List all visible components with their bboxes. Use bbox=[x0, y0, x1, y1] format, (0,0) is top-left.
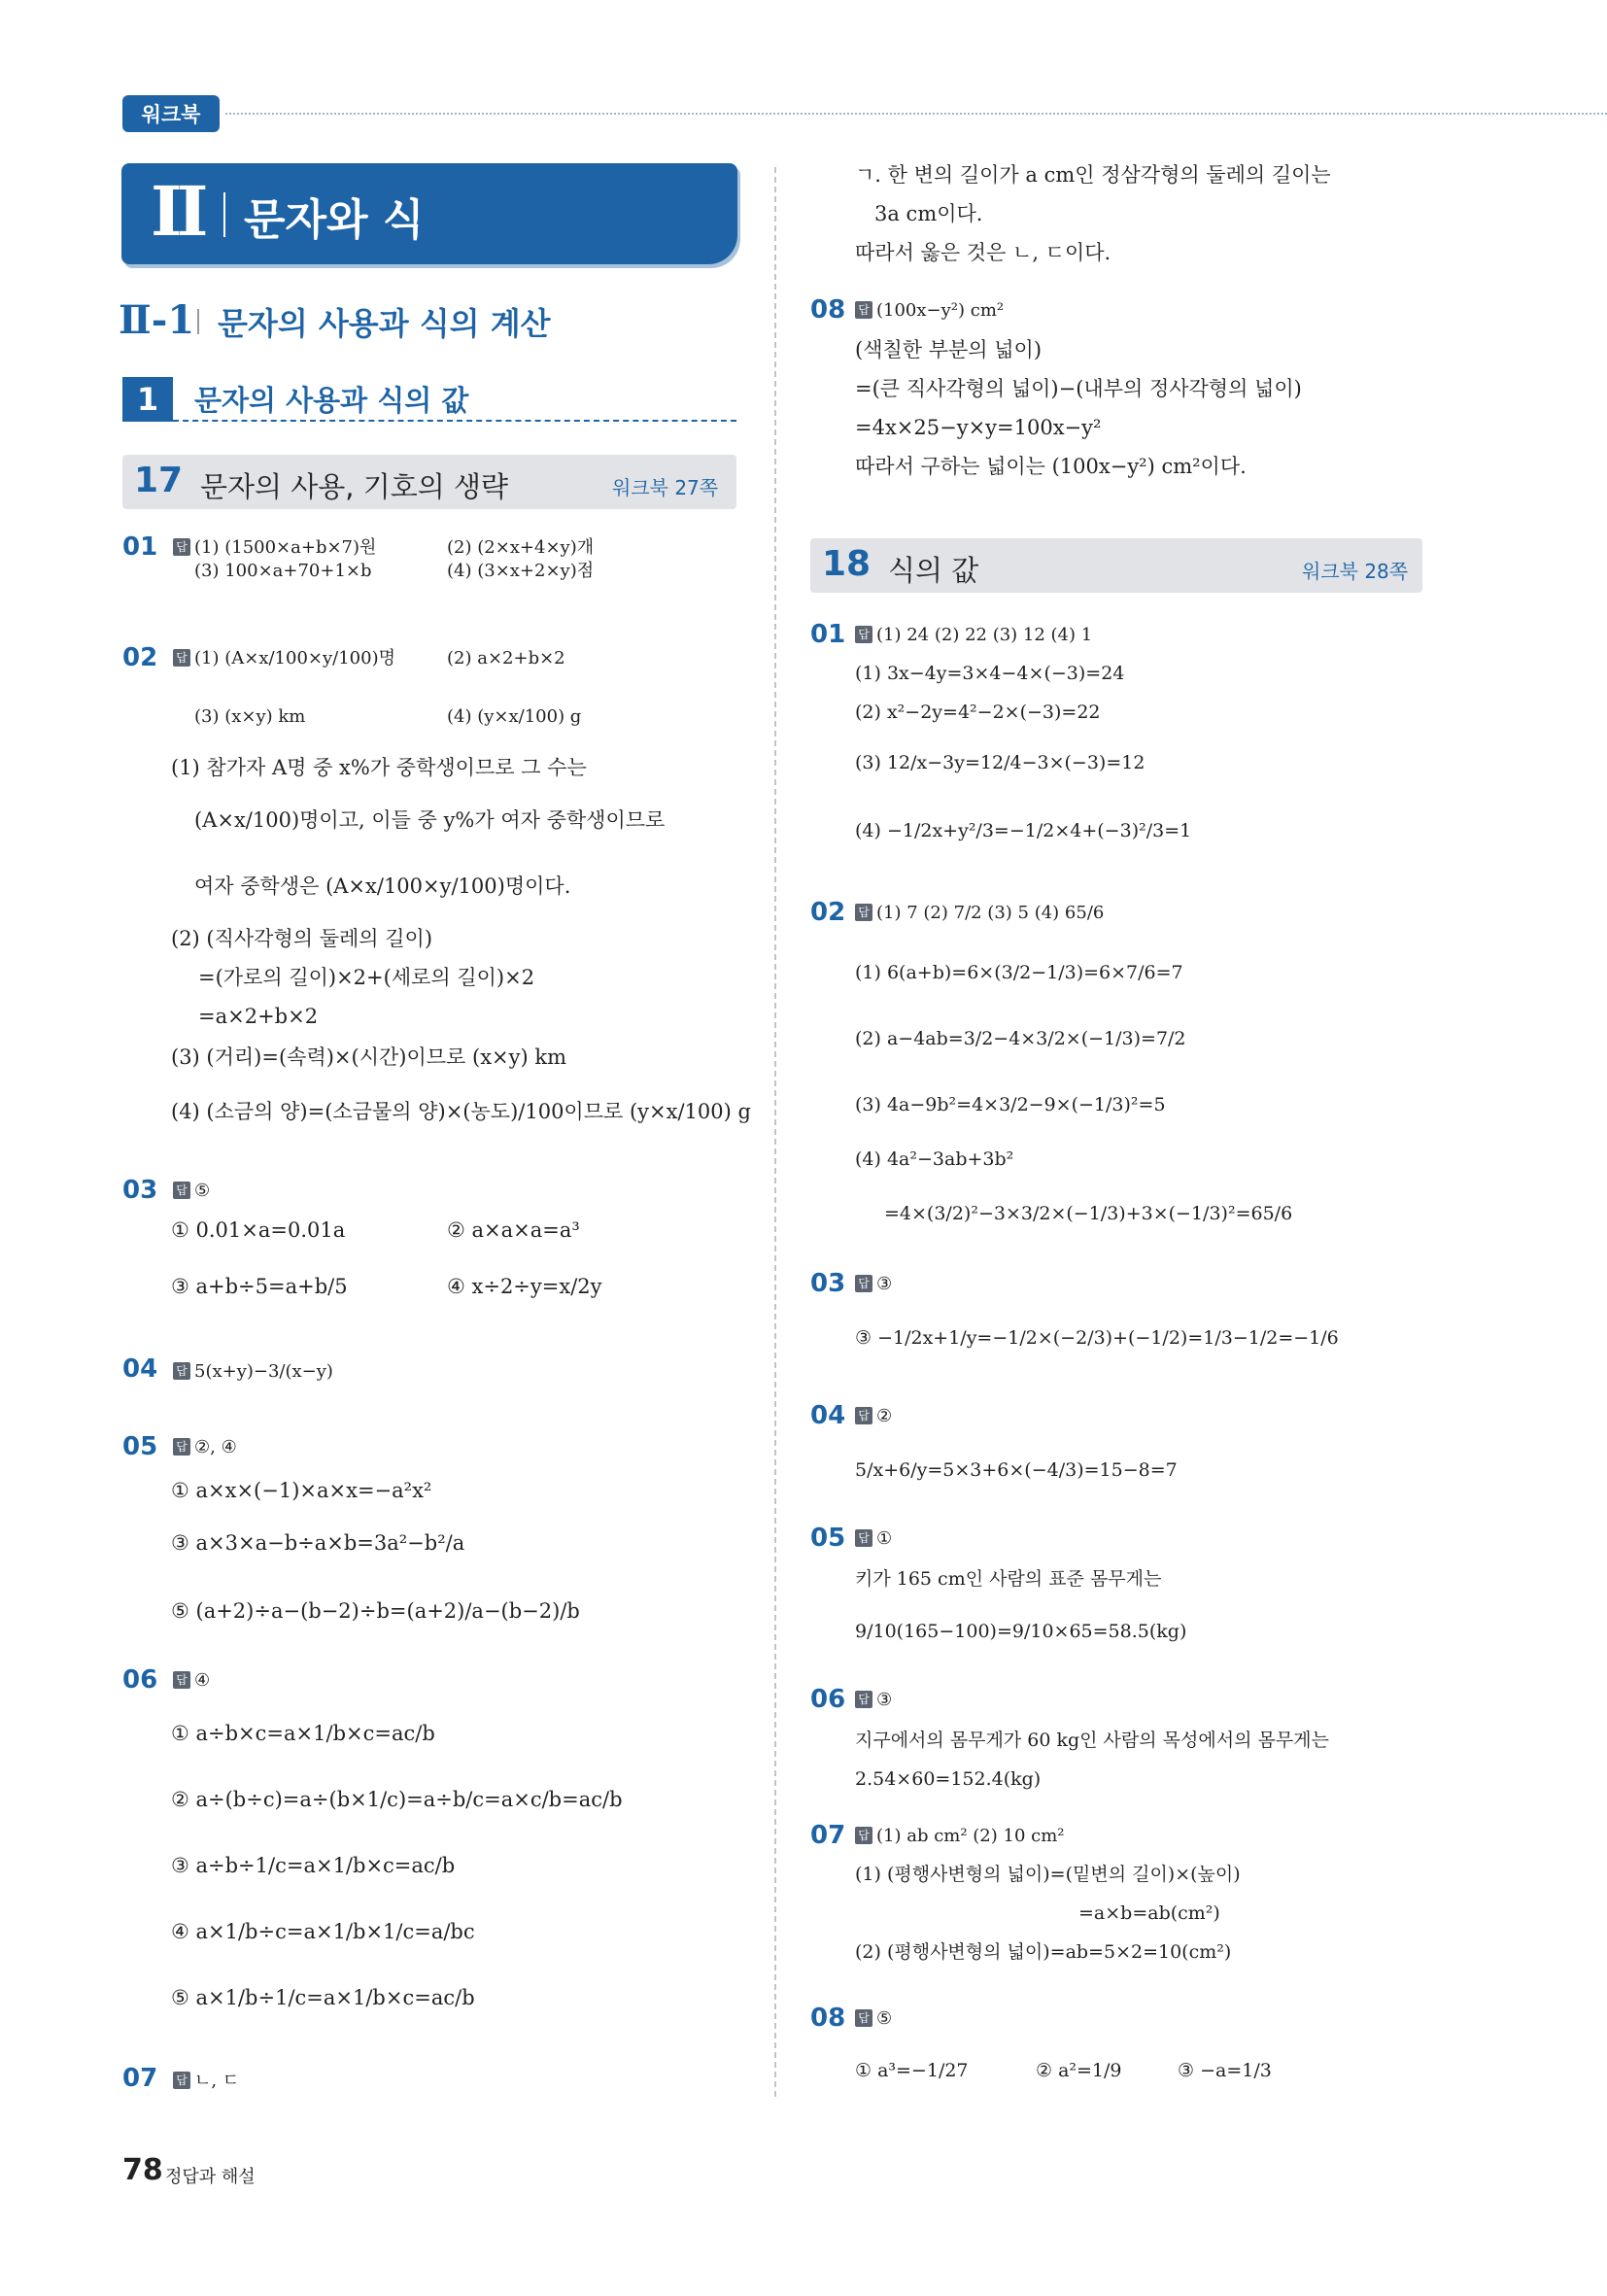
answer-badge: 답 bbox=[173, 1182, 190, 1199]
answer-text: 5(x+y)−3/(x−y) bbox=[194, 1361, 333, 1382]
chapter-title: 문자와 식 bbox=[244, 195, 425, 245]
answer-badge: 답 bbox=[173, 1671, 190, 1689]
answer-badge: 답 bbox=[173, 649, 190, 667]
explanation-line: ③ −1/2x+1/y=−1/2×(−2/3)+(−1/2)=1/3−1/2=−1/6 bbox=[855, 1327, 1339, 1349]
section-divider bbox=[197, 309, 199, 334]
left-q05-number: 05 bbox=[122, 1432, 158, 1461]
explanation-line: (3) 4a−9b²=4×3/2−9×(−1/3)²=5 bbox=[855, 1094, 1166, 1115]
explanation-line: (2) (직사각형의 둘레의 길이) bbox=[171, 927, 433, 950]
explanation-line: ⑤ a×1/b÷1/c=a×1/b×c=ac/b bbox=[171, 1986, 475, 2009]
answer-text: ② bbox=[876, 1406, 893, 1426]
explanation-line: ③ a+b÷5=a+b/5 bbox=[171, 1275, 348, 1298]
explanation-line: (1) 6(a+b)=6×(3/2−1/3)=6×7/6=7 bbox=[855, 962, 1183, 983]
answer-badge: 답 bbox=[173, 1362, 190, 1380]
explanation-line: ② a÷(b÷c)=a÷(b×1/c)=a÷b/c=a×c/b=ac/b bbox=[171, 1788, 623, 1811]
right-q08-answer bbox=[855, 2007, 892, 2031]
answer-badge: 답 bbox=[173, 1438, 190, 1456]
band-18 bbox=[810, 538, 1422, 593]
right-top-q08-number: 08 bbox=[810, 295, 846, 325]
left-q06-number: 06 bbox=[122, 1665, 158, 1695]
subsection-number: 1 bbox=[122, 377, 173, 422]
explanation-line: =a×b=ab(cm²) bbox=[1078, 1902, 1220, 1924]
explanation-line: ① a³=−1/27 bbox=[855, 2060, 969, 2081]
page-number: 78 bbox=[122, 2153, 163, 2187]
workbook-tag: 워크북 bbox=[122, 95, 220, 132]
band-17 bbox=[122, 455, 736, 509]
band-17-number: 17 bbox=[134, 461, 184, 500]
answer-badge: 답 bbox=[855, 1691, 872, 1708]
left-q01-number: 01 bbox=[122, 532, 158, 562]
explanation-line: (색칠한 부분의 넓이) bbox=[855, 338, 1043, 361]
section-title: 문자의 사용과 식의 계산 bbox=[218, 305, 551, 342]
column-separator bbox=[774, 167, 776, 2097]
right-q02-number: 02 bbox=[810, 898, 846, 927]
answer-text: (3) (x×y) km bbox=[194, 706, 306, 727]
explanation-line: (4) 4a²−3ab+3b² bbox=[855, 1148, 1014, 1170]
subsection-title: 문자의 사용과 식의 값 bbox=[194, 384, 469, 417]
footer-text: 정답과 해설 bbox=[165, 2167, 256, 2187]
explanation-line: (2) x²−2y=4²−2×(−3)=22 bbox=[855, 702, 1101, 723]
right-q05-answer bbox=[855, 1527, 892, 1551]
answer-text: (2) a×2+b×2 bbox=[447, 648, 565, 668]
answer-text: (2) (2×x+4×y)개 bbox=[447, 537, 595, 558]
right-q05-number: 05 bbox=[810, 1524, 846, 1553]
band-17-ref: 워크북 27쪽 bbox=[612, 476, 719, 499]
section-number: Ⅱ-1 bbox=[119, 297, 195, 343]
left-q06-answer bbox=[173, 1669, 210, 1693]
header-dotted-line bbox=[225, 113, 1607, 115]
band-18-number: 18 bbox=[822, 544, 872, 584]
answer-text: (4) (3×x+2×y)점 bbox=[447, 561, 595, 581]
answer-text: (1) (A×x/100×y/100)명 bbox=[194, 648, 395, 668]
band-18-title: 식의 값 bbox=[888, 554, 979, 587]
explanation-line: 따라서 구하는 넓이는 (100x−y²) cm²이다. bbox=[855, 455, 1247, 478]
explanation-line: (2) (평행사변형의 넓이)=ab=5×2=10(cm²) bbox=[855, 1941, 1232, 1963]
answer-text: ⑤ bbox=[194, 1181, 211, 1201]
answer-text: ⑤ bbox=[876, 2008, 893, 2029]
answer-text: (3) 100×a+70+1×b bbox=[194, 561, 372, 581]
answer-text: (1) 7 (2) 7/2 (3) 5 (4) 65/6 bbox=[876, 903, 1105, 923]
explanation-line: 5/x+6/y=5×3+6×(−4/3)=15−8=7 bbox=[855, 1459, 1178, 1481]
subsection-underline bbox=[173, 420, 736, 422]
chapter-banner bbox=[121, 163, 737, 264]
explanation-line: 지구에서의 몸무게가 60 kg인 사람의 목성에서의 몸무게는 bbox=[855, 1730, 1329, 1751]
answer-text: (1) 24 (2) 22 (3) 12 (4) 1 bbox=[876, 625, 1093, 645]
answer-text: ③ bbox=[876, 1690, 893, 1710]
answer-badge: 답 bbox=[855, 904, 872, 921]
explanation-line: ① 0.01×a=0.01a bbox=[171, 1218, 346, 1242]
explanation-line: (4) (소금의 양)=(소금물의 양)×(농도)/100이므로 (y×x/100) g bbox=[171, 1100, 751, 1123]
band-17-title: 문자의 사용, 기호의 생략 bbox=[200, 470, 509, 503]
answer-badge: 답 bbox=[855, 2009, 872, 2027]
right-top-q08-answer bbox=[855, 299, 1004, 323]
explanation-line: (3) (거리)=(속력)×(시간)이므로 (x×y) km bbox=[171, 1045, 567, 1069]
left-q07-answer bbox=[173, 2070, 239, 2093]
band-18-ref: 워크북 28쪽 bbox=[1302, 560, 1409, 583]
explanation-line: ③ a×3×a−b÷a×b=3a²−b²/a bbox=[171, 1531, 465, 1555]
answer-badge: 답 bbox=[855, 301, 872, 319]
explanation-line: (1) 참가자 A명 중 x%가 중학생이므로 그 수는 bbox=[171, 756, 587, 779]
explanation-line: (1) (평행사변형의 넓이)=(밑변의 길이)×(높이) bbox=[855, 1864, 1241, 1885]
answer-badge: 답 bbox=[855, 1407, 872, 1424]
right-q01-number: 01 bbox=[810, 620, 846, 649]
left-q05-answer bbox=[173, 1436, 237, 1459]
explanation-line: 따라서 옳은 것은 ㄴ, ㄷ이다. bbox=[855, 241, 1111, 264]
right-q03-number: 03 bbox=[810, 1269, 846, 1298]
right-q06-number: 06 bbox=[810, 1685, 846, 1714]
explanation-line: ③ −a=1/3 bbox=[1178, 2060, 1272, 2081]
explanation-line: (4) −1/2x+y²/3=−1/2×4+(−3)²/3=1 bbox=[855, 820, 1192, 841]
left-q02-number: 02 bbox=[122, 643, 158, 672]
left-q04-number: 04 bbox=[122, 1354, 158, 1384]
left-q03-answer bbox=[173, 1180, 210, 1203]
right-q02-answer bbox=[855, 902, 1104, 925]
explanation-line: ④ a×1/b÷c=a×1/b×1/c=a/bc bbox=[171, 1920, 475, 1943]
answer-text: ④ bbox=[194, 1670, 211, 1691]
left-q07-number: 07 bbox=[122, 2064, 158, 2093]
answer-badge: 답 bbox=[855, 1827, 872, 1844]
explanation-line: 여자 중학생은 (A×x/100×y/100)명이다. bbox=[194, 874, 571, 898]
explanation-line: ⑤ (a+2)÷a−(b−2)÷b=(a+2)/a−(b−2)/b bbox=[171, 1599, 580, 1623]
right-q01-answer bbox=[855, 624, 1092, 647]
explanation-line: (A×x/100)명이고, 이들 중 y%가 여자 중학생이므로 bbox=[194, 808, 666, 832]
left-q02-answer bbox=[173, 647, 395, 670]
explanation-line: ① a÷b×c=a×1/b×c=ac/b bbox=[171, 1722, 435, 1745]
answer-badge: 답 bbox=[855, 1275, 872, 1292]
explanation-line: ② a²=1/9 bbox=[1036, 2060, 1122, 2081]
right-q07-answer bbox=[855, 1825, 1065, 1848]
explanation-line: (1) 3x−4y=3×4−4×(−3)=24 bbox=[855, 663, 1125, 684]
explanation-line: (3) 12/x−3y=12/4−3×(−3)=12 bbox=[855, 752, 1145, 773]
answer-text: (100x−y²) cm² bbox=[876, 300, 1005, 321]
chapter-divider bbox=[223, 192, 225, 237]
explanation-line: =4×(3/2)²−3×3/2×(−1/3)+3×(−1/3)²=65/6 bbox=[884, 1203, 1293, 1224]
explanation-line: =(큰 직사각형의 넓이)−(내부의 정사각형의 넓이) bbox=[855, 377, 1302, 400]
right-q04-answer bbox=[855, 1405, 892, 1428]
explanation-line: ③ a÷b÷1/c=a×1/b×c=ac/b bbox=[171, 1854, 456, 1877]
explanation-line: =a×2+b×2 bbox=[198, 1005, 319, 1028]
explanation-line: =(가로의 길이)×2+(세로의 길이)×2 bbox=[198, 966, 535, 989]
answer-badge: 답 bbox=[173, 538, 190, 556]
explanation-line: 키가 165 cm인 사람의 표준 몸무게는 bbox=[855, 1568, 1162, 1590]
answer-text: ③ bbox=[876, 1274, 893, 1294]
explanation-line: ㄱ. 한 변의 길이가 a cm인 정삼각형의 둘레의 길이는 bbox=[855, 163, 1331, 187]
left-q04-answer bbox=[173, 1360, 333, 1384]
answer-badge: 답 bbox=[173, 2072, 190, 2089]
explanation-line: ① a×x×(−1)×a×x=−a²x² bbox=[171, 1479, 432, 1502]
left-q01-answer bbox=[173, 536, 756, 583]
explanation-line: ② a×a×a=a³ bbox=[447, 1218, 580, 1242]
explanation-line: 3a cm이다. bbox=[874, 202, 983, 225]
right-q07-number: 07 bbox=[810, 1821, 846, 1850]
chapter-numeral: II bbox=[151, 171, 203, 252]
right-q08-number: 08 bbox=[810, 2004, 846, 2033]
answer-text: ① bbox=[876, 1528, 893, 1549]
answer-text: ㄴ, ㄷ bbox=[194, 2071, 240, 2091]
explanation-line: ④ x÷2÷y=x/2y bbox=[447, 1275, 602, 1298]
explanation-line: (2) a−4ab=3/2−4×3/2×(−1/3)=7/2 bbox=[855, 1028, 1186, 1049]
answer-text: (1) (1500×a+b×7)원 bbox=[194, 537, 377, 558]
answer-badge: 답 bbox=[855, 1529, 872, 1547]
answer-text: (1) ab cm² (2) 10 cm² bbox=[876, 1826, 1065, 1846]
right-q06-answer bbox=[855, 1689, 892, 1712]
answer-text: (4) (y×x/100) g bbox=[447, 706, 582, 727]
explanation-line: 2.54×60=152.4(kg) bbox=[855, 1768, 1042, 1790]
answer-badge: 답 bbox=[855, 626, 872, 643]
left-q03-number: 03 bbox=[122, 1176, 158, 1205]
right-q04-number: 04 bbox=[810, 1401, 846, 1430]
answer-text: ②, ④ bbox=[194, 1437, 237, 1457]
right-q03-answer bbox=[855, 1273, 892, 1296]
explanation-line: =4x×25−y×y=100x−y² bbox=[855, 416, 1102, 439]
explanation-line: 9/10(165−100)=9/10×65=58.5(kg) bbox=[855, 1621, 1187, 1642]
